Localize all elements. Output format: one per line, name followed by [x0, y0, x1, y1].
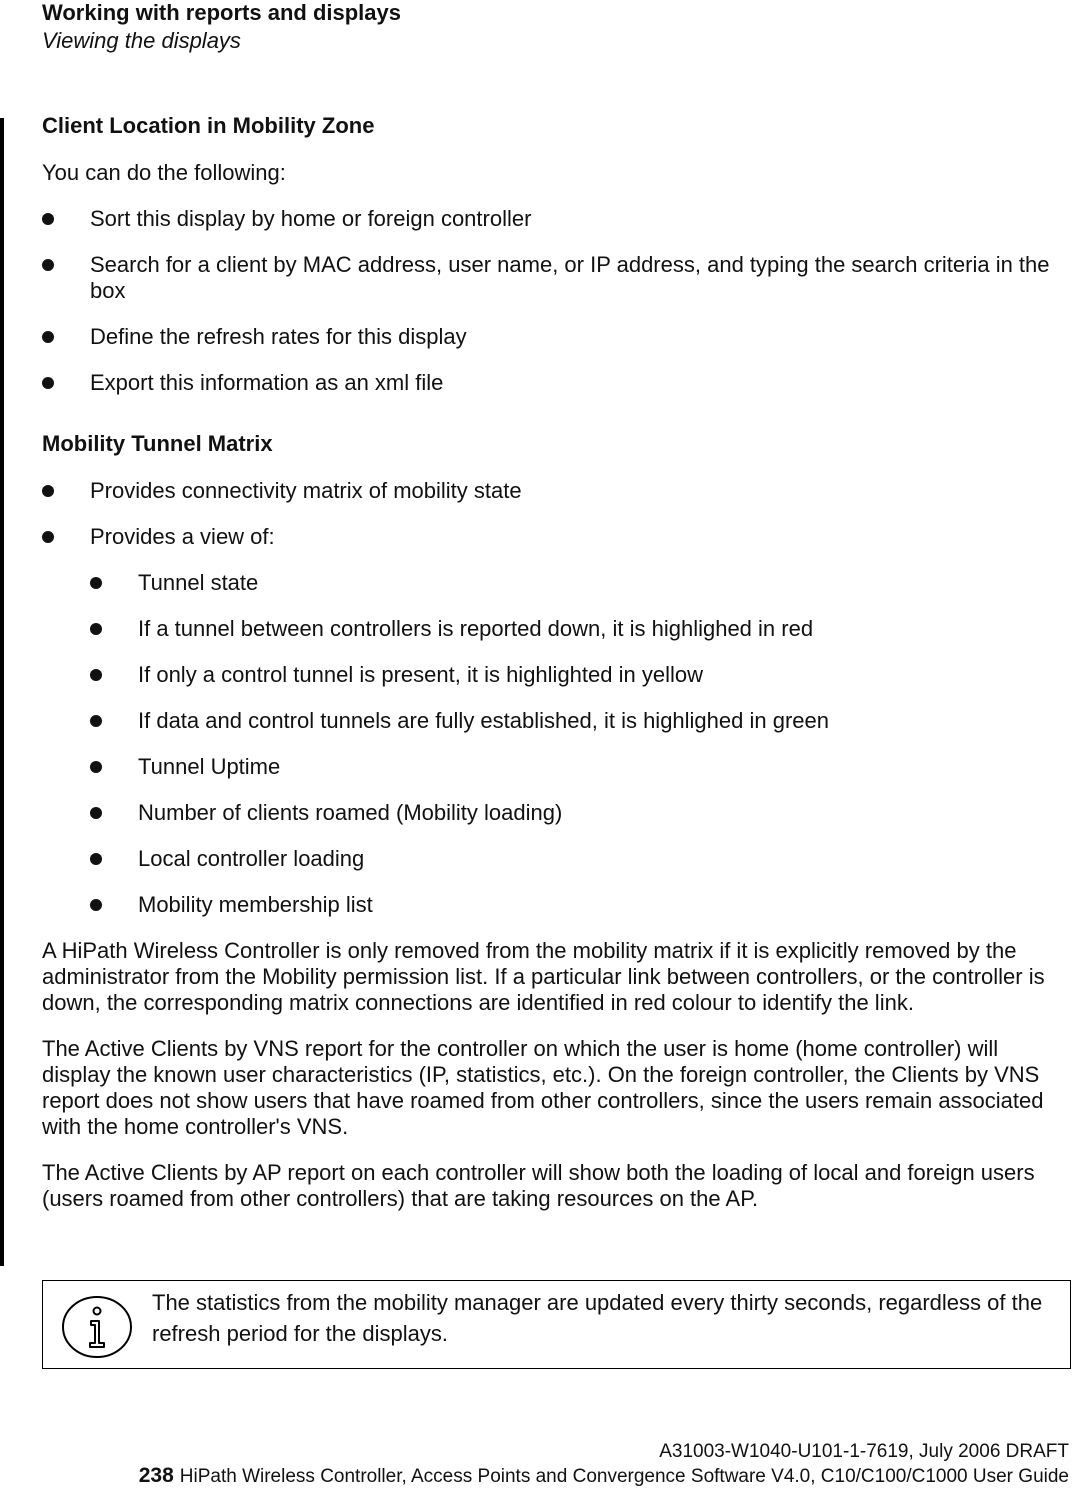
note-box	[42, 1280, 1071, 1369]
info-icon	[60, 1295, 134, 1359]
sublist-item: If only a control tunnel is present, it is highlighted in yellow	[90, 662, 1070, 688]
sublist-item: Mobility membership list	[90, 892, 1070, 918]
intro-text: You can do the following:	[42, 160, 286, 185]
doc-id: A31003-W1040-U101-1-7619, July 2006 DRAFT	[659, 1441, 1069, 1462]
bullet-icon	[42, 259, 54, 271]
bullet-icon	[42, 331, 54, 343]
note-text: The statistics from the mobility manager are updated every thirty seconds, regardless of the refresh period for the displays.	[152, 1290, 1043, 1346]
section-subtitle: Viewing the displays	[42, 28, 241, 53]
bullet-icon	[90, 715, 102, 727]
sublist-item: Local controller loading	[90, 846, 1070, 872]
bullet-icon	[42, 485, 54, 497]
section-heading-tunnel-matrix: Mobility Tunnel Matrix	[42, 431, 273, 456]
bullet-icon	[42, 531, 54, 543]
page-footer	[139, 1440, 1069, 1489]
sublist-item: If data and control tunnels are fully established, it is highlighed in green	[90, 708, 1070, 734]
bullet-icon	[90, 899, 102, 911]
sublist-item: Tunnel Uptime	[90, 754, 1070, 780]
bullet-icon	[90, 807, 102, 819]
change-bar	[0, 118, 4, 1266]
page-number: 238	[138, 1464, 174, 1487]
list-item: Search for a client by MAC address, user name, or IP address, and typing the search criteria in the box	[42, 252, 1070, 304]
bullet-icon	[42, 377, 54, 389]
bullet-icon	[90, 853, 102, 865]
list-item: Sort this display by home or foreign controller	[42, 206, 1070, 232]
client-location-list	[42, 206, 1070, 396]
bullet-icon	[42, 213, 54, 225]
main-content	[42, 112, 1070, 1232]
view-of-sublist	[90, 570, 1070, 918]
bullet-icon	[90, 761, 102, 773]
bullet-icon	[90, 623, 102, 635]
sublist-item: Number of clients roamed (Mobility loading)	[90, 800, 1070, 826]
page-header	[42, 0, 401, 56]
bullet-icon	[90, 577, 102, 589]
paragraph-clients-by-ap: The Active Clients by AP report on each controller will show both the loading of local and foreign users (users roamed from other controllers) that are taking resources on the AP.	[42, 1160, 1035, 1211]
list-item: Provides connectivity matrix of mobility state	[42, 478, 1070, 504]
sublist-item: If a tunnel between controllers is reported down, it is highlighed in red	[90, 616, 1070, 642]
section-heading-client-location: Client Location in Mobility Zone	[42, 113, 375, 138]
list-item: Provides a view of: Tunnel state If a tunnel between controllers is reported down, it is highlighed in red If only a control tunnel is present, it is highlighted in yellow If data and control tunnels are fully established, it is highlighed in green Tunnel Uptime Number of clients roamed (Mobility loading) Local controller loading Mobility membership list	[42, 524, 1070, 918]
bullet-icon	[90, 669, 102, 681]
list-item: Export this information as an xml file	[42, 370, 1070, 396]
chapter-title: Working with reports and displays	[42, 0, 401, 25]
list-item: Define the refresh rates for this display	[42, 324, 1070, 350]
guide-title: HiPath Wireless Controller, Access Points and Convergence Software V4.0, C10/C100/C1000 User Guide	[179, 1466, 1069, 1487]
sublist-item: Tunnel state	[90, 570, 1070, 596]
paragraph-matrix-removal: A HiPath Wireless Controller is only removed from the mobility matrix if it is explicitly removed by the administrator from the Mobility permission list. If a particular link between controllers, or the controller is down, the corresponding matrix connections are identified in red colour to identify the link.	[42, 938, 1045, 1015]
paragraph-clients-by-vns: The Active Clients by VNS report for the controller on which the user is home (home controller) will display the known user characteristics (IP, statistics, etc.). On the foreign controller, the Clients by VNS report does not show users that have roamed from other controllers, since the users remain associated with the home controller's VNS.	[42, 1036, 1044, 1139]
tunnel-matrix-list	[42, 478, 1070, 918]
